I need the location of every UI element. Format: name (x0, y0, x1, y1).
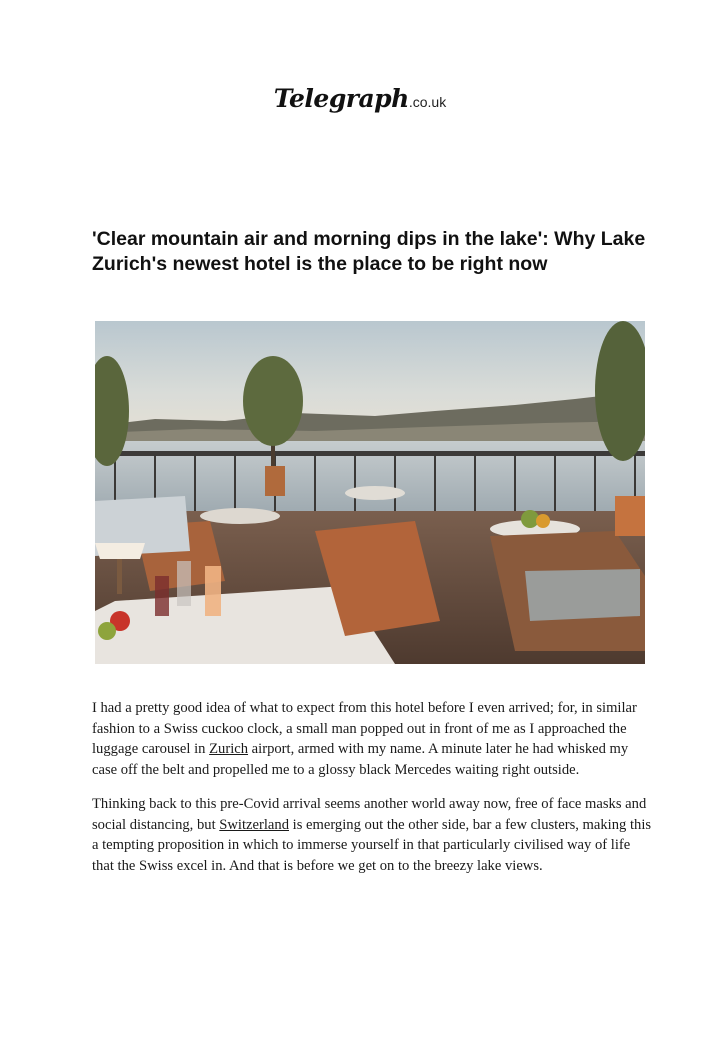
paragraph-1: I had a pretty good idea of what to expect from this hotel before I even arrived; for, in similar fashion to a Swiss cuckoo clock, a small man popped out in front of me as I approached the luggage carousel in Zurich airport, armed with my name. A minute later he had whisked my case off the belt and propelled me to a glossy black Mercedes waiting right outside. (92, 700, 637, 778)
article-body (92, 698, 652, 890)
telegraph-logo[interactable]: Telegraph (273, 84, 409, 113)
zurich-link[interactable]: Zurich (209, 741, 249, 757)
hero-image (95, 321, 645, 664)
paragraph-2: Thinking back to this pre-Covid arrival seems another world away now, free of face masks and social distancing, but Switzerland is emerging out the other side, bar a few clusters, making this a tempting proposition in which to immerse yourself in that particularly civilised way of life that the Swiss excel in. And that is before we get on to the breezy lake views. (92, 796, 652, 874)
logo-domain: .co.uk (408, 94, 447, 110)
masthead (0, 84, 720, 113)
switzerland-link[interactable]: Switzerland (219, 816, 289, 833)
article-headline: 'Clear mountain air and morning dips in the lake': Why Lake Zurich's newest hotel is the place to be right now (92, 228, 646, 275)
